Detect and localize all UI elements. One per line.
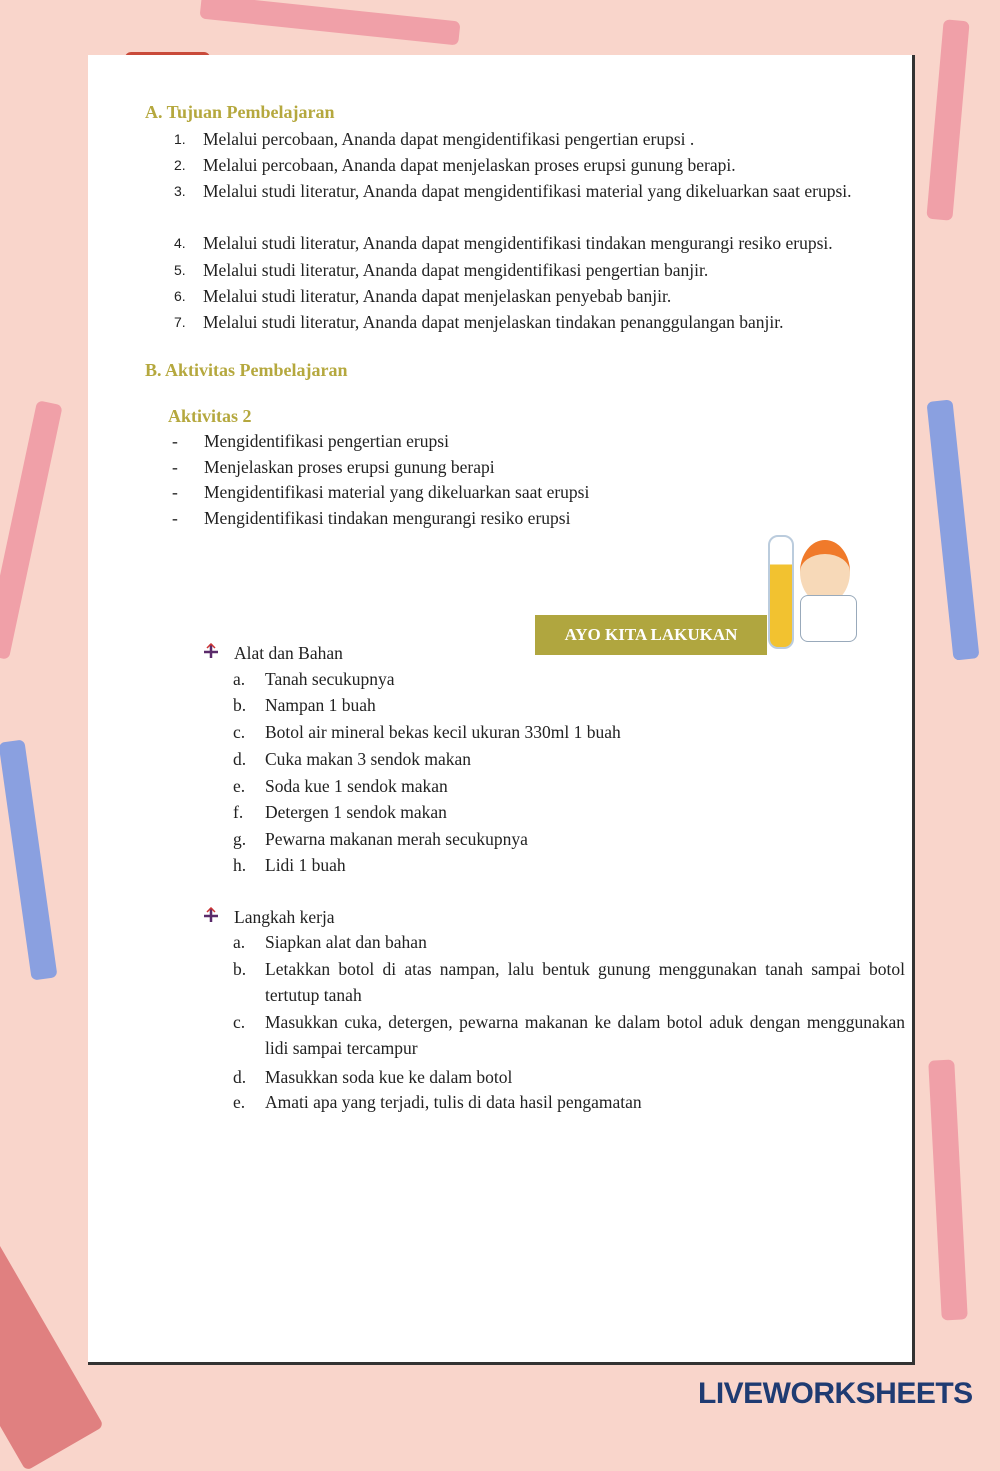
item-text: Botol air mineral bekas kecil ukuran 330ml 1 buah: [265, 722, 621, 742]
section-a-heading: A. Tujuan Pembelajaran: [145, 102, 335, 122]
activity-subheading: Aktivitas 2: [168, 406, 252, 426]
item-letter: a.: [233, 932, 246, 952]
item-text: Mengidentifikasi pengertian erupsi: [204, 431, 449, 451]
item-text: Melalui studi literatur, Ananda dapat mengidentifikasi tindakan mengurangi resiko erupsi.: [203, 233, 833, 253]
arrow-bullet-icon: [203, 907, 219, 923]
item-text: Masukkan soda kue ke dalam botol: [265, 1067, 513, 1087]
item-letter: b.: [233, 695, 247, 715]
item-text: Masukkan cuka, detergen, pewarna makanan ke dalam botol aduk dengan menggunakan lidi sampai tercampur: [265, 1012, 905, 1058]
pencil-decoration: [928, 1059, 968, 1320]
item-number: 1.: [174, 131, 186, 147]
item-text: Melalui studi literatur, Ananda dapat menjelaskan penyebab banjir.: [203, 286, 672, 306]
pencil-decoration: [0, 739, 58, 980]
item-letter: c.: [233, 1012, 246, 1032]
item-letter: e.: [233, 1092, 246, 1112]
langkah-title: Langkah kerja: [234, 907, 335, 927]
item-number: 7.: [174, 314, 186, 330]
item-letter: d.: [233, 749, 247, 769]
item-text: Amati apa yang terjadi, tulis di data hasil pengamatan: [265, 1092, 642, 1112]
pencil-decoration: [199, 0, 460, 46]
item-text: Detergen 1 sendok makan: [265, 802, 447, 822]
scientist-girl-illustration: [760, 535, 890, 650]
dash-bullet: -: [172, 431, 178, 451]
arrow-bullet-icon: [203, 643, 219, 659]
item-text: Menjelaskan proses erupsi gunung berapi: [204, 456, 495, 477]
dash-bullet: -: [172, 508, 178, 529]
item-number: 2.: [174, 157, 186, 173]
item-letter: f.: [233, 802, 244, 822]
item-text: Tanah secukupnya: [265, 669, 395, 689]
logo-text: LIVEWORKSHEETS: [698, 1377, 973, 1410]
item-letter: c.: [233, 722, 246, 742]
dash-bullet: -: [172, 482, 178, 503]
item-text: Melalui studi literatur, Ananda dapat menjelaskan tindakan penanggulangan banjir.: [203, 312, 784, 332]
pencil-decoration: [926, 19, 969, 221]
item-text: Lidi 1 buah: [265, 855, 346, 875]
item-text: Soda kue 1 sendok makan: [265, 776, 448, 796]
item-letter: g.: [233, 829, 247, 849]
item-text: Mengidentifikasi material yang dikeluarkan saat erupsi: [204, 482, 590, 503]
ayo-kita-lakukan-banner: AYO KITA LAKUKAN: [535, 615, 767, 655]
item-text: Melalui percobaan, Ananda dapat mengidentifikasi pengertian erupsi .: [203, 129, 695, 149]
alat-title: Alat dan Bahan: [234, 643, 343, 663]
item-letter: d.: [233, 1067, 247, 1087]
item-text: Letakkan botol di atas nampan, lalu bentuk gunung menggunakan tanah sampai botol tertutup tanah: [265, 959, 905, 1005]
item-number: 4.: [174, 235, 186, 251]
item-letter: b.: [233, 959, 247, 979]
item-text: Siapkan alat dan bahan: [265, 932, 427, 952]
dash-bullet: -: [172, 456, 178, 477]
pencil-decoration: [0, 400, 63, 660]
item-letter: h.: [233, 855, 247, 875]
item-number: 5.: [174, 262, 186, 278]
item-text: Melalui studi literatur, Ananda dapat mengidentifikasi material yang dikeluarkan saat erupsi.: [203, 181, 852, 201]
item-text: Melalui percobaan, Ananda dapat menjelaskan proses erupsi gunung berapi.: [203, 155, 736, 175]
item-text: Mengidentifikasi tindakan mengurangi resiko erupsi: [204, 508, 571, 529]
liveworksheets-logo: [698, 1377, 973, 1411]
item-letter: a.: [233, 669, 246, 689]
item-number: 6.: [174, 288, 186, 304]
item-text: Cuka makan 3 sendok makan: [265, 749, 472, 769]
item-letter: e.: [233, 776, 246, 796]
item-text: Melalui studi literatur, Ananda dapat mengidentifikasi pengertian banjir.: [203, 260, 709, 280]
pencil-decoration: [926, 399, 979, 660]
section-b-heading: B. Aktivitas Pembelajaran: [145, 360, 348, 380]
item-text: Nampan 1 buah: [265, 695, 376, 715]
item-number: 3.: [174, 183, 186, 199]
item-text: Pewarna makanan merah secukupnya: [265, 829, 528, 849]
